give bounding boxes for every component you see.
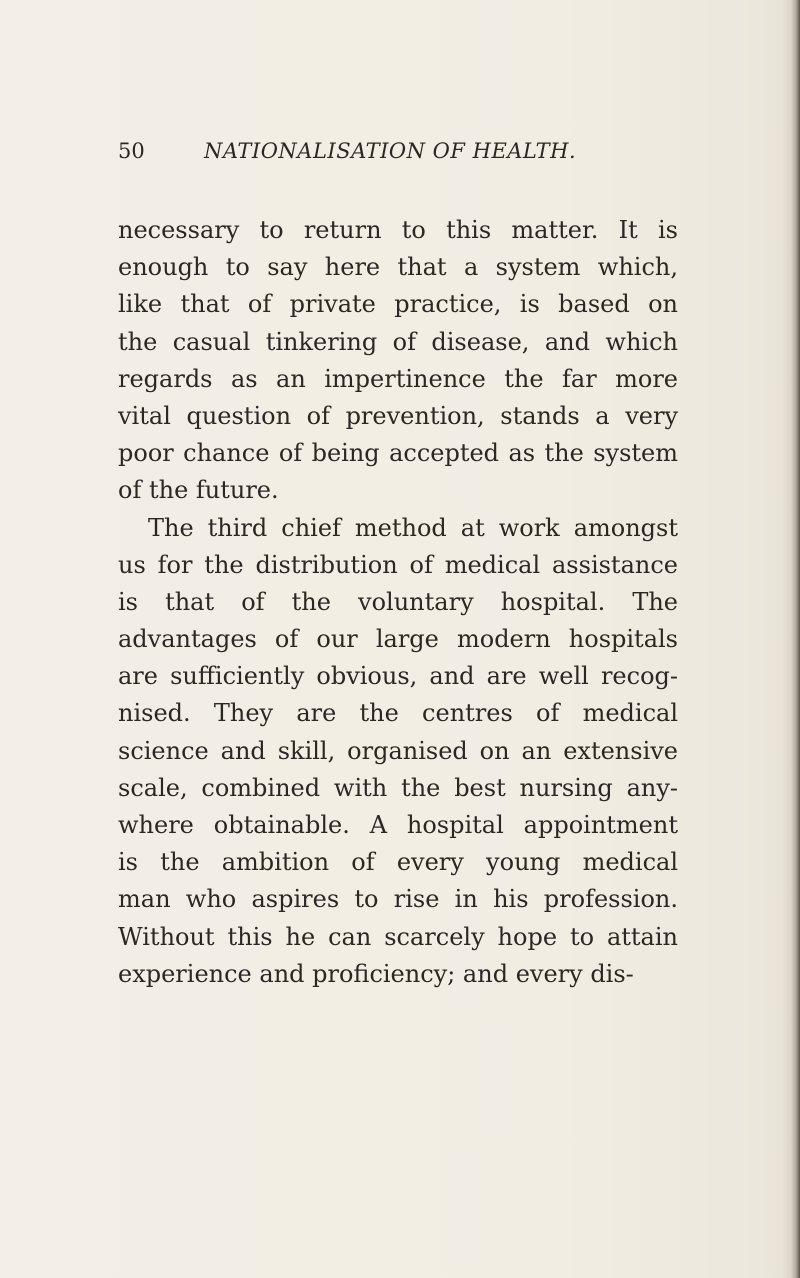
text-line: the casual tinkering of disease, and which bbox=[118, 327, 678, 356]
body-text bbox=[118, 212, 678, 993]
page-edge-shadow bbox=[782, 0, 800, 1278]
text-line: experience and proficiency; and every dis- bbox=[118, 959, 634, 988]
running-head bbox=[118, 136, 658, 170]
text-line: science and skill, organised on an extensive bbox=[118, 736, 678, 765]
text-line: like that of private practice, is based on bbox=[118, 290, 678, 319]
text-line: vital question of prevention, stands a very bbox=[118, 401, 678, 430]
page-number: 50 bbox=[118, 139, 145, 163]
text-line: of the future. bbox=[118, 476, 279, 505]
text-line: enough to say here that a system which, bbox=[118, 253, 678, 282]
text-line: are sufficiently obvious, and are well recog- bbox=[118, 662, 678, 691]
text-line: advantages of our large modern hospitals bbox=[118, 625, 678, 654]
text-line: The third chief method at work amongst bbox=[148, 513, 678, 542]
text-line: us for the distribution of medical assistance bbox=[118, 550, 678, 579]
text-line: poor chance of being accepted as the system bbox=[118, 439, 678, 468]
text-line: is that of the voluntary hospital. The bbox=[118, 587, 678, 616]
running-title: NATIONALISATION OF HEALTH. bbox=[204, 139, 577, 163]
text-line: nised. They are the centres of medical bbox=[118, 699, 678, 728]
text-line: where obtainable. A hospital appointment bbox=[118, 811, 678, 839]
text-line: regards as an impertinence the far more bbox=[118, 364, 678, 393]
text-line: man who aspires to rise in his profession. bbox=[118, 885, 678, 914]
text-line: scale, combined with the best nursing any- bbox=[118, 773, 678, 802]
text-line: is the ambition of every young medical bbox=[118, 848, 678, 877]
text-line: necessary to return to this matter. It is bbox=[118, 216, 678, 244]
text-line: Without this he can scarcely hope to attain bbox=[118, 922, 678, 951]
